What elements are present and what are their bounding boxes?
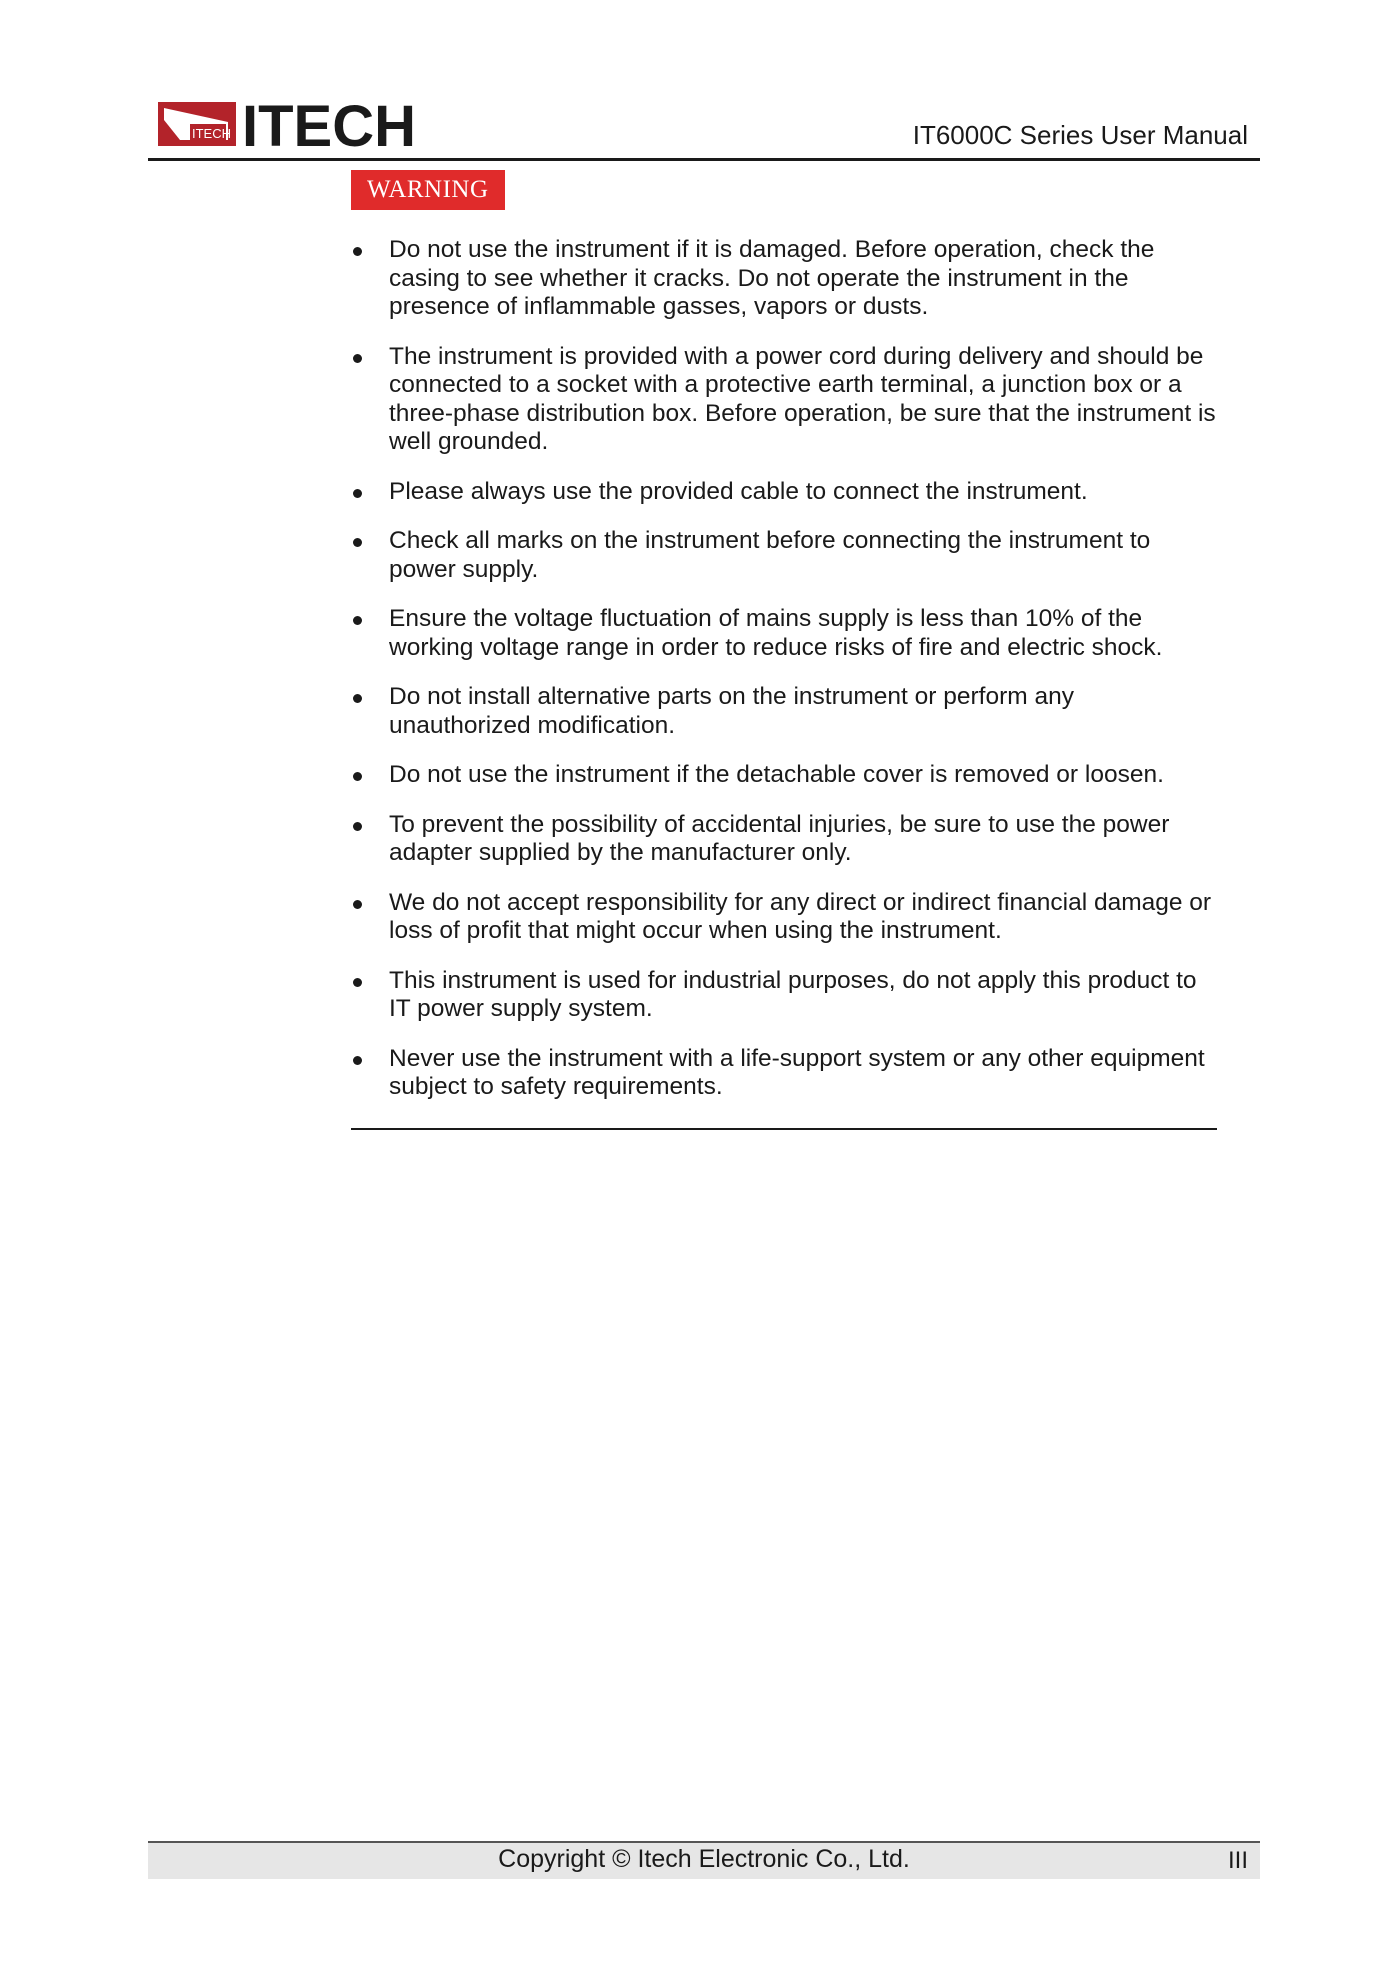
logo-brand-text: ITECH bbox=[242, 98, 416, 150]
warning-item-text: Do not install alternative parts on the instrument or perform any unauthorized modification. bbox=[389, 683, 1074, 739]
warning-item-text: Do not use the instrument if it is damaged. Before operation, check the casing to see whether it cracks. Do not operate the instrument in the presence of inflammable gasses, vapors or dusts. bbox=[389, 236, 1155, 320]
warning-item bbox=[351, 889, 1217, 946]
bullet-icon bbox=[353, 978, 362, 987]
warning-item-text: The instrument is provided with a power cord during delivery and should be connected to a socket with a protective earth terminal, a junction box or a three-phase distribution box. Before operation, be sure that the instrument is well grounded. bbox=[389, 342, 1216, 455]
bullet-icon bbox=[353, 354, 362, 363]
warning-item bbox=[351, 605, 1217, 662]
page-number: III bbox=[1227, 1847, 1248, 1874]
warning-item-text: Please always use the provided cable to connect the instrument. bbox=[389, 477, 1088, 505]
warning-item bbox=[351, 236, 1217, 322]
warning-item bbox=[351, 761, 1217, 790]
warning-item-text: Check all marks on the instrument before connecting the instrument to power supply. bbox=[389, 527, 1151, 583]
bullet-icon bbox=[353, 616, 362, 625]
warning-tag: WARNING bbox=[351, 170, 505, 210]
warning-item bbox=[351, 683, 1217, 740]
page-footer bbox=[148, 1841, 1260, 1879]
warning-item bbox=[351, 478, 1217, 507]
warning-item-text: To prevent the possibility of accidental injuries, be sure to use the power adapter supplied by the manufacturer only. bbox=[389, 810, 1170, 866]
bullet-icon bbox=[353, 489, 362, 498]
warning-item-text: Never use the instrument with a life-support system or any other equipment subject to safety requirements. bbox=[389, 1044, 1205, 1100]
copyright-text: Copyright © Itech Electronic Co., Ltd. bbox=[498, 1845, 910, 1873]
document-title: IT6000C Series User Manual bbox=[912, 120, 1248, 150]
warning-item-text: Do not use the instrument if the detachable cover is removed or loosen. bbox=[389, 761, 1164, 788]
warning-item bbox=[351, 967, 1217, 1024]
bullet-icon bbox=[353, 247, 362, 256]
itech-logo bbox=[158, 98, 438, 150]
bullet-icon bbox=[353, 822, 362, 831]
warning-list bbox=[351, 236, 1217, 1123]
bullet-icon bbox=[353, 900, 362, 909]
warning-item-text: This instrument is used for industrial purposes, do not apply this product to IT power supply system. bbox=[389, 966, 1197, 1022]
logo-small-text: ITECH bbox=[192, 126, 231, 141]
warning-item bbox=[351, 343, 1217, 457]
bullet-icon bbox=[353, 1056, 362, 1065]
warning-item bbox=[351, 527, 1217, 584]
page-header bbox=[148, 92, 1260, 161]
bullet-icon bbox=[353, 694, 362, 703]
warning-item bbox=[351, 811, 1217, 868]
warning-item-text: Ensure the voltage fluctuation of mains supply is less than 10% of the working voltage range in order to reduce risks of fire and electric shock. bbox=[389, 605, 1163, 661]
warning-item bbox=[351, 1045, 1217, 1102]
section-divider bbox=[351, 1128, 1217, 1130]
warning-item-text: We do not accept responsibility for any direct or indirect financial damage or loss of profit that might occur when using the instrument. bbox=[389, 888, 1212, 944]
bullet-icon bbox=[353, 772, 362, 781]
bullet-icon bbox=[353, 538, 362, 547]
